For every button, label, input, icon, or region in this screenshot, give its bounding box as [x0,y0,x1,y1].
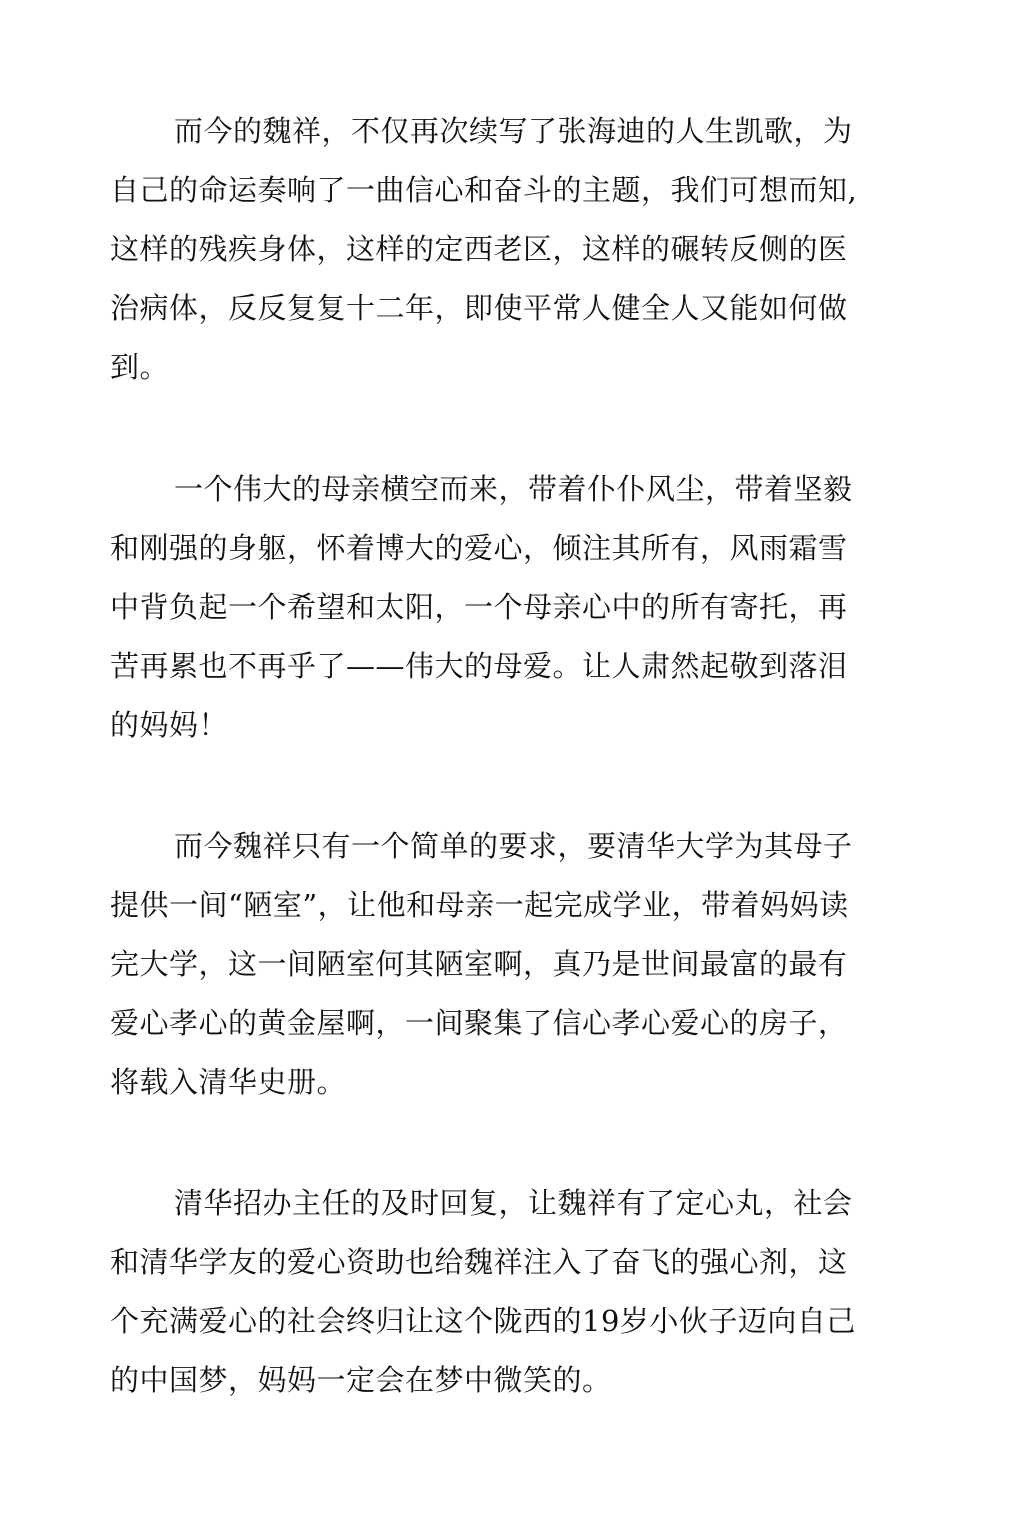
paragraph-line: 而今的魏祥，不仅再次续写了张海迪的人生凯歌，为 [174,114,853,148]
paragraph-line: 爱心孝心的黄金屋啊，一间聚集了信心孝心爱心的房子， [110,1006,848,1040]
paragraph-line: 自己的命运奏响了一曲信心和奋斗的主题，我们可想而知, [110,173,858,207]
paragraph-line: 这样的残疾身体，这样的定西老区，这样的碾转反侧的医 [110,232,848,266]
paragraph-line: 和刚强的身躯，怀着博大的爱心，倾注其所有，风雨霜雪 [110,531,848,565]
paragraph-line: 中背负起一个希望和太阳，一个母亲心中的所有寄托，再 [110,590,848,624]
paragraph-line: 苦再累也不再乎了——伟大的母爱。让人肃然起敬到落泪 [110,649,848,683]
paragraph-2 [110,460,870,755]
paragraph-line: 完大学，这一间陋室何其陋室啊，真乃是世间最富的最有 [110,947,848,981]
paragraph-line: 提供一间“陋室”，让他和母亲一起完成学业，带着妈妈读 [110,888,849,922]
paragraph-line: 到。 [110,350,170,384]
paragraph-line: 和清华学友的爱心资助也给魏祥注入了奋飞的强心剂，这 [110,1245,848,1279]
paragraph-line: 的中国梦，妈妈一定会在梦中微笑的。 [110,1363,612,1397]
paragraph-1 [110,102,870,397]
paragraph-line: 清华招办主任的及时回复，让魏祥有了定心丸，社会 [174,1186,853,1220]
paragraph-line: 一个伟大的母亲横空而来，带着仆仆风尘，带着坚毅 [174,472,853,506]
paragraph-line: 而今魏祥只有一个简单的要求，要清华大学为其母子 [174,829,853,863]
paragraph-line: 的妈妈！ [110,708,229,742]
paragraph-line: 治病体，反反复复十二年，即使平常人健全人又能如何做 [110,291,848,325]
paragraph-3 [110,817,870,1112]
paragraph-line: 个充满爱心的社会终归让这个陇西的19岁小伙子迈向自己 [110,1304,856,1338]
paragraph-4 [110,1174,870,1410]
paragraph-line: 将载入清华史册。 [110,1065,347,1099]
